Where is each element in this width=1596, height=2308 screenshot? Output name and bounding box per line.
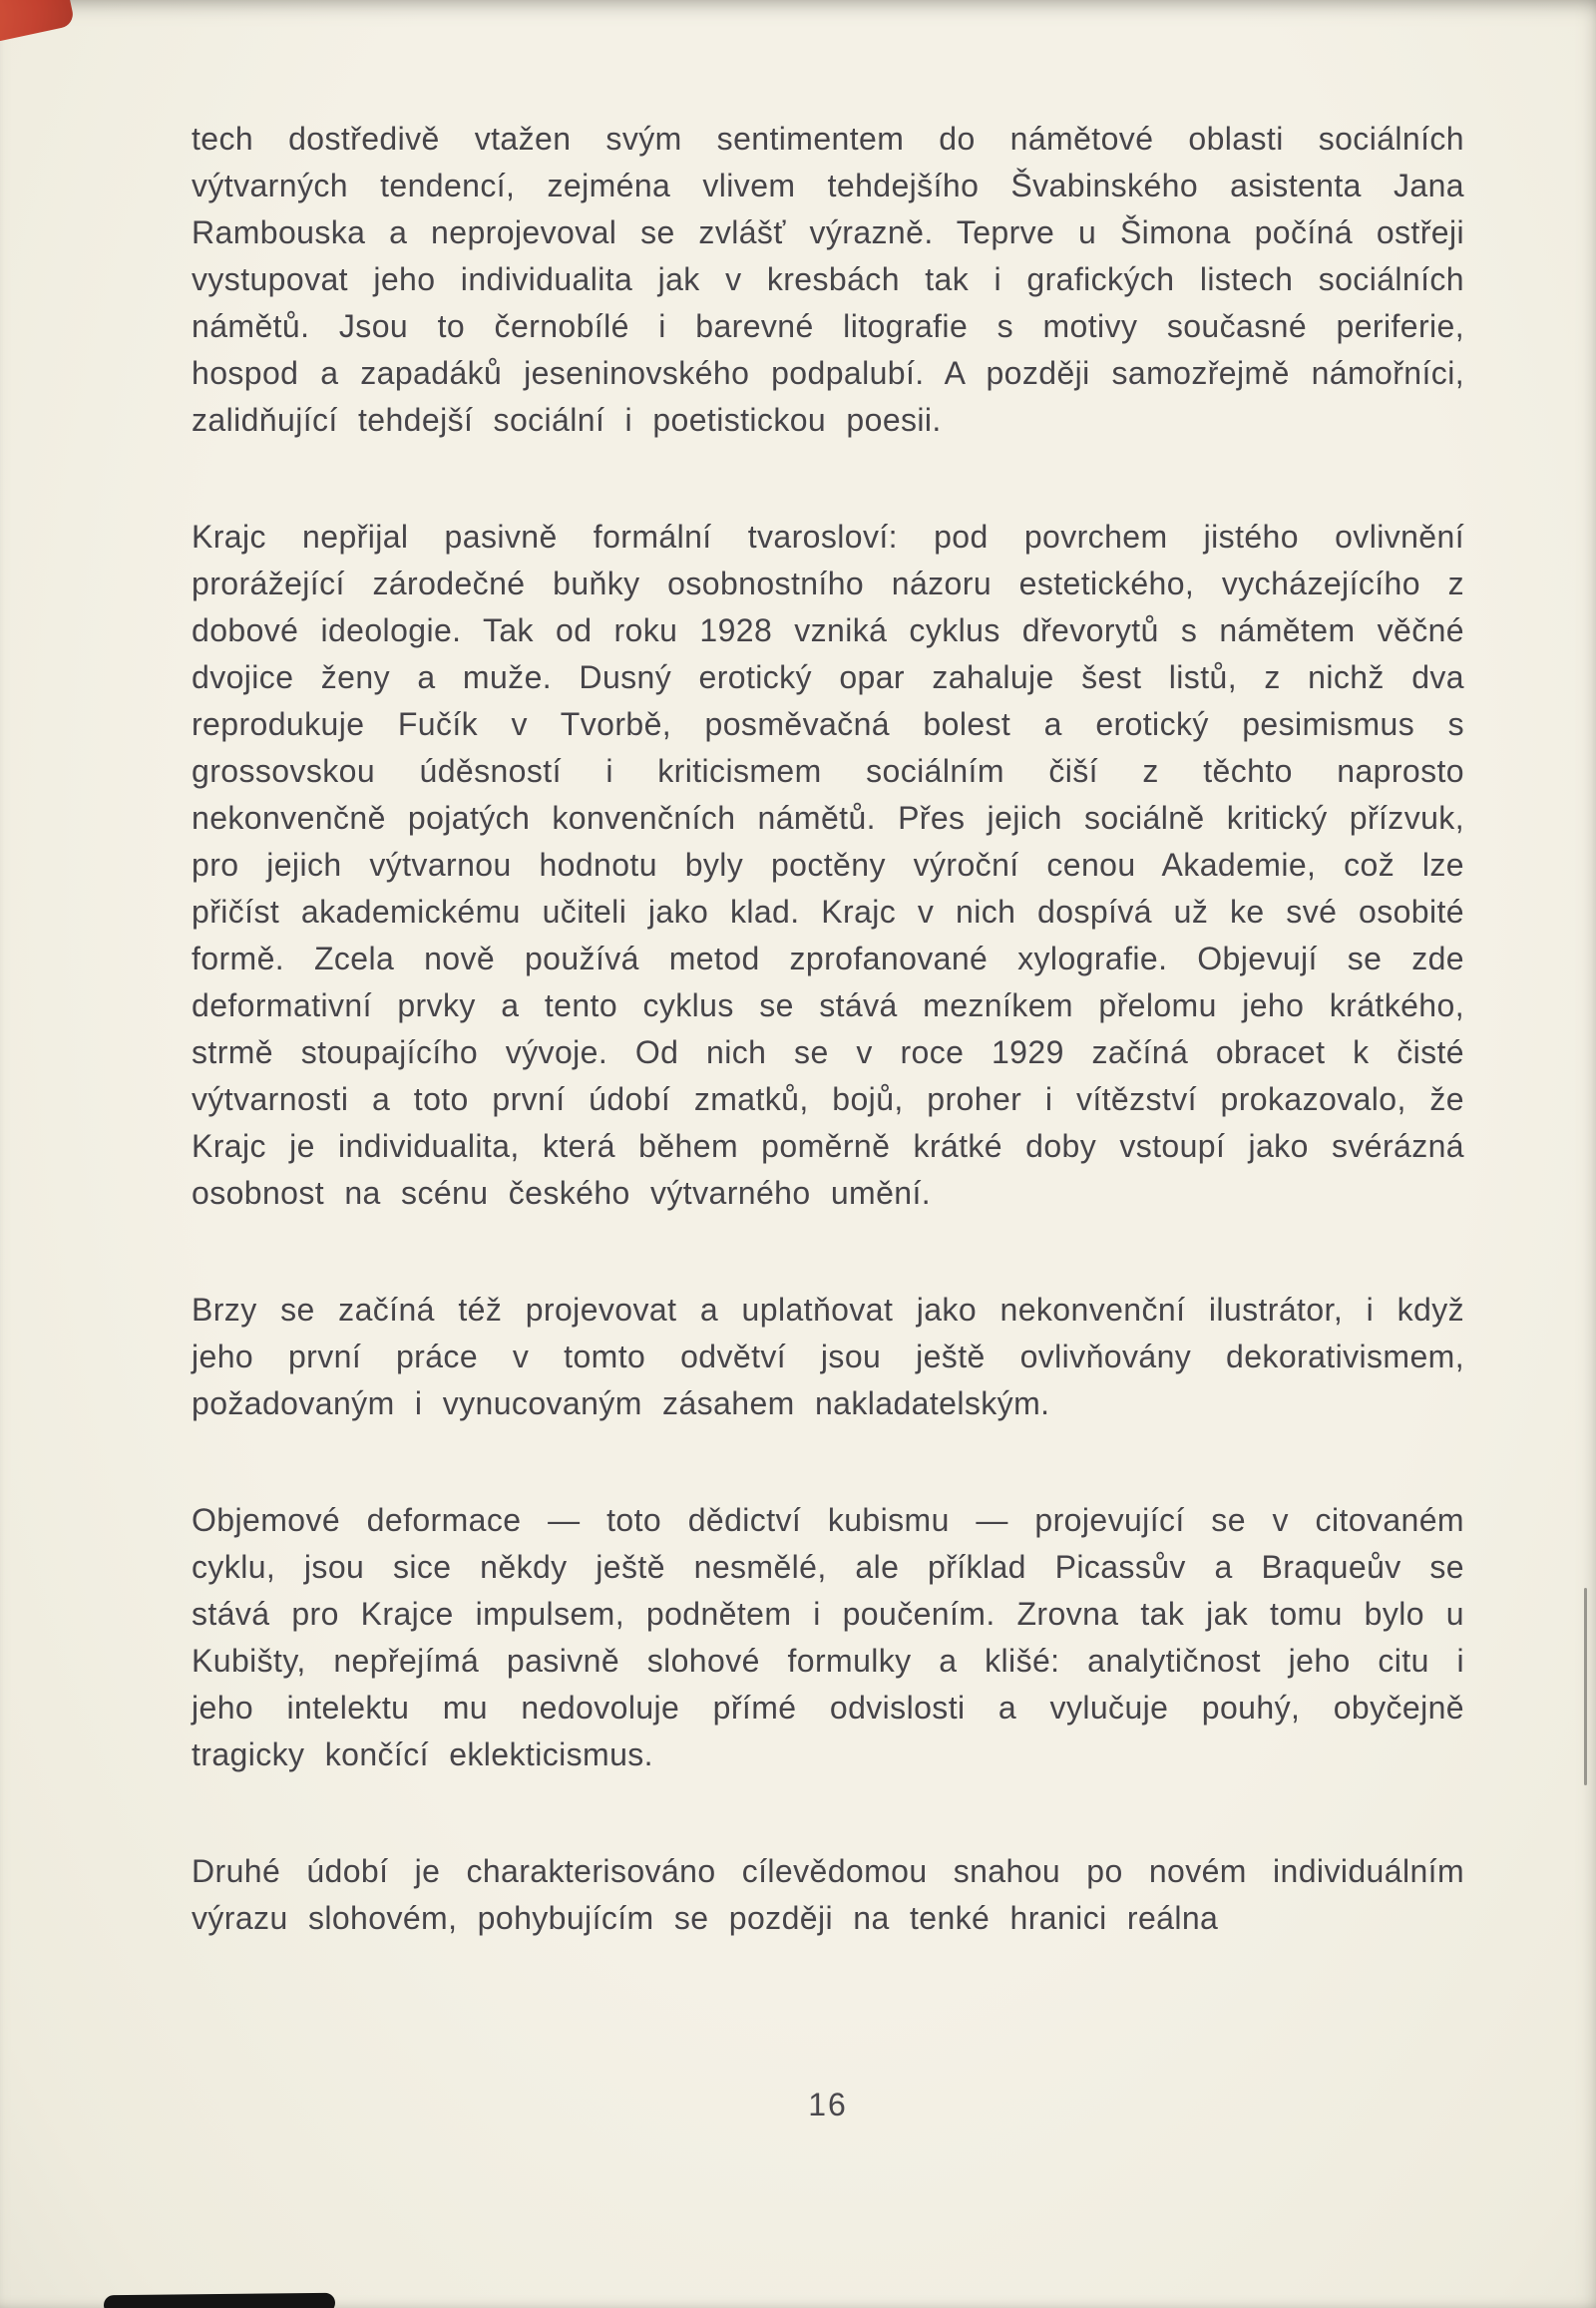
page-number: 16	[808, 2087, 848, 2122]
red-corner-mark	[0, 0, 75, 42]
page-body-text	[192, 116, 1464, 2012]
paragraph-5: Druhé údobí je charakterisováno cílevědomou snahou po novém individuálním výrazu slohovém, pohybujícím se později na tenké hranici reálna	[192, 1853, 1464, 1936]
paragraph-4: Objemové deformace — toto dědictví kubismu — projevující se v citovaném cyklu, jsou sice někdy ještě nesmělé, ale příklad Picassův a Braqueův se stává pro Krajce impulsem, podnětem i poučením. Zrovna tak jak tomu bylo u Kubišty, nepřejímá pasivně slohové formulky a klišé: analytičnost jeho citu i jeho intelektu mu nedovoluje přímé odvislosti a vylučuje pouhý, obyčejně tragicky končící eklekticismus.	[192, 1502, 1464, 1772]
paragraph-2: Krajc nepřijal pasivně formální tvarosloví: pod povrchem jistého ovlivnění prorážející zárodečné buňky osobnostního názoru estetického, vycházejícího z dobové ideologie. Tak od roku 1928 vzniká cyklus dřevorytů s námětem věčné dvojice ženy a muže. Dusný erotický opar zahaluje šest listů, z nichž dva reprodukuje Fučík v Tvorbě, posměvačná bolest a erotický pesimismus s grossovskou úděsností i kriticismem sociálním čiší z těchto naprosto nekonvenčně pojatých konvenčních námětů. Přes jejich sociálně kritický přízvuk, pro jejich výtvarnou hodnotu byly poctěny výroční cenou Akademie, což lze přičíst akademickému učiteli jako klad. Krajc v nich dospívá už ke své osobité formě. Zcela nově používá metod zprofanované xylografie. Objevují se zde deformativní prvky a tento cyklus se stává mezníkem přelomu jeho krátkého, strmě stoupajícího vývoje. Od nich se v roce 1929 začíná obracet k čisté výtvarnosti a toto první údobí zmatků, bojů, proher i vítězství prokazovalo, že Krajc je individualita, která během poměrně krátké doby vstoupí jako svérázná osobnost na scénu českého výtvarného umění.	[192, 519, 1464, 1211]
paragraph-1: tech dostředivě vtažen svým sentimentem do námětové oblasti sociálních výtvarných tendencí, zejména vlivem tehdejšího Švabinského asistenta Jana Rambouska a neprojevoval se zvlášť výrazně. Teprve u Šimona počíná ostřeji vystupovat jeho individualita jak v kresbách tak i grafických listech sociálních námětů. Jsou to černobílé i barevné litografie s motivy současné periferie, hospod a zapadáků jeseninovského podpalubí. A později samozřejmě námořníci, zalidňující tehdejší sociální i poetistickou poesii.	[192, 121, 1464, 438]
paragraph-3: Brzy se začíná též projevovat a uplatňovat jako nekonvenční ilustrátor, i když jeho první práce v tomto odvětví jsou ještě ovlivňovány dekorativismem, požadovaným i vynucovaným zásahem nakladatelským.	[192, 1292, 1464, 1421]
scan-bottom-edge-mark	[104, 2293, 335, 2308]
scan-right-edge-scratch	[1584, 1588, 1587, 1785]
